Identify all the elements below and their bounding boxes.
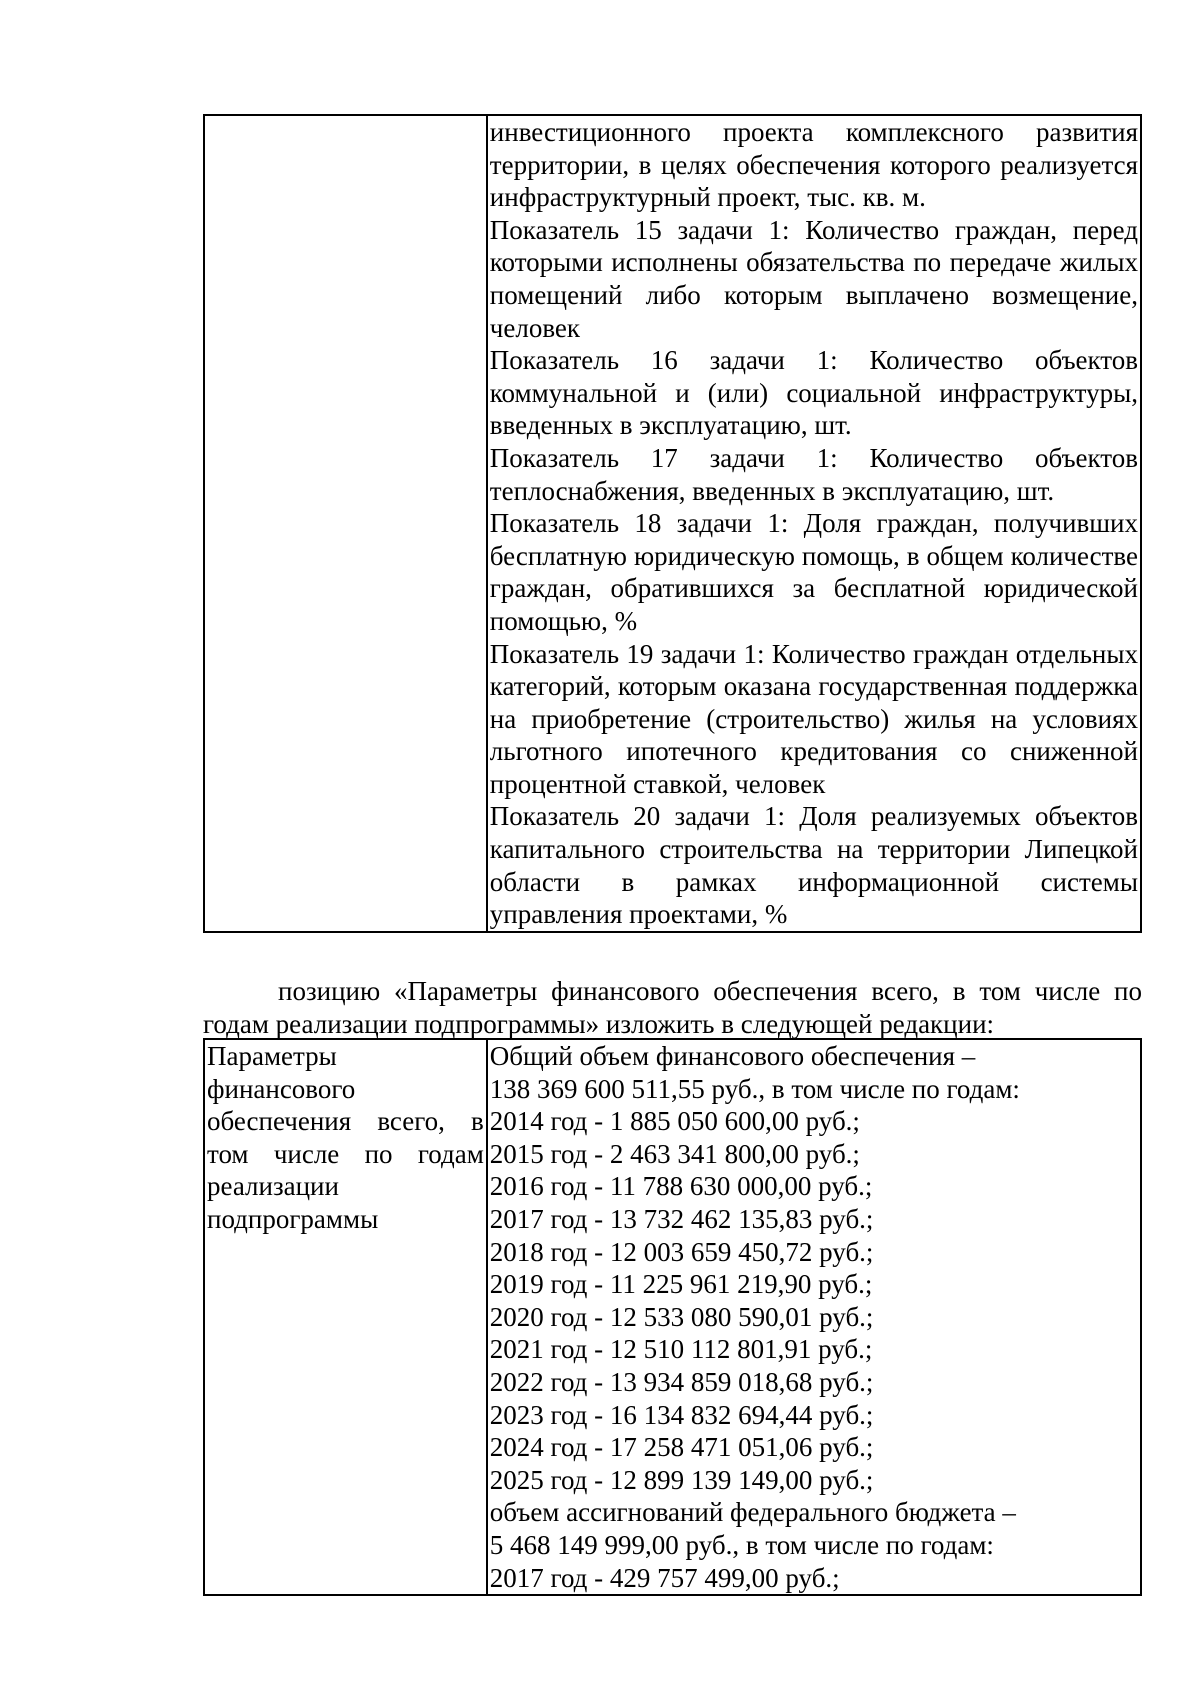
intro-paragraph: позицию «Параметры финансового обеспечения всего, в том числе по годам реализации подпрограммы» изложить в следующей редакции:: [203, 976, 1142, 1039]
indicators-table: [203, 114, 1142, 933]
financing-line: 138 369 600 511,55 руб., в том числе по годам:: [489, 1073, 1020, 1104]
financing-line: 2021 год - 12 510 112 801,91 руб.;: [489, 1334, 873, 1365]
financing-line: объем ассигнований федерального бюджета –: [489, 1497, 1016, 1528]
financing-values-cell: [487, 1039, 1141, 1595]
financing-line: 2015 год - 2 463 341 800,00 руб.;: [489, 1138, 860, 1169]
indicator-19: Показатель 19 задачи 1: Количество граждан отдельных категорий, которым оказана государственная поддержка на приобретение (строительство) жилья на условиях льготного ипотечного кредитования со сниженной процентной ставкой, человек: [489, 638, 1138, 799]
financing-line: 2018 год - 12 003 659 450,72 руб.;: [489, 1236, 874, 1267]
indicator-16: Показатель 16 задачи 1: Количество объектов коммунальной и (или) социальной инфраструктуры, введенных в эксплуатацию, шт.: [489, 345, 1138, 441]
indicators-left-cell: [204, 115, 487, 932]
financing-line: 2014 год - 1 885 050 600,00 руб.;: [489, 1106, 860, 1137]
indicators-right-cell: [487, 115, 1141, 932]
table-row: [204, 115, 1141, 932]
financing-line: 2020 год - 12 533 080 590,01 руб.;: [489, 1301, 874, 1332]
project-text: инвестиционного проекта комплексного развития территории, в целях обеспечения которого реализуется инфраструктурный проект, тыс. кв. м.: [489, 117, 1138, 213]
financing-line: Общий объем финансового обеспечения –: [489, 1041, 976, 1071]
financing-line: 2017 год - 429 757 499,00 руб.;: [489, 1562, 840, 1593]
financing-line: 2024 год - 17 258 471 051,06 руб.;: [489, 1432, 874, 1463]
financing-line: 2016 год - 11 788 630 000,00 руб.;: [489, 1171, 873, 1202]
financing-line: 2023 год - 16 134 832 694,44 руб.;: [489, 1399, 874, 1430]
financing-line: 5 468 149 999,00 руб., в том числе по годам:: [489, 1529, 994, 1560]
financing-line: 2019 год - 11 225 961 219,90 руб.;: [489, 1269, 873, 1300]
financing-line: 2025 год - 12 899 139 149,00 руб.;: [489, 1464, 874, 1495]
indicator-15: Показатель 15 задачи 1: Количество граждан, перед которыми исполнены обязательства по передаче жилых помещений либо которым выплачено возмещение, человек: [489, 214, 1138, 343]
financing-line: 2017 год - 13 732 462 135,83 руб.;: [489, 1203, 874, 1234]
table-row: [204, 1039, 1141, 1595]
indicator-18: Показатель 18 задачи 1: Доля граждан, получивших бесплатную юридическую помощь, в общем количестве граждан, обратившихся за бесплатной юридической помощью, %: [489, 508, 1138, 636]
financing-label-cell: Параметры финансового обеспечения всего, в том числе по годам реализации подпрограммы: [204, 1039, 487, 1595]
indicator-17: Показатель 17 задачи 1: Количество объектов теплоснабжения, введенных в эксплуатацию, шт.: [489, 442, 1138, 506]
financing-line: 2022 год - 13 934 859 018,68 руб.;: [489, 1366, 874, 1397]
indicator-20: Показатель 20 задачи 1: Доля реализуемых объектов капитального строительства на территории Липецкой области в рамках информационной системы управления проектами, %: [489, 801, 1138, 930]
financing-table: [203, 1038, 1142, 1596]
